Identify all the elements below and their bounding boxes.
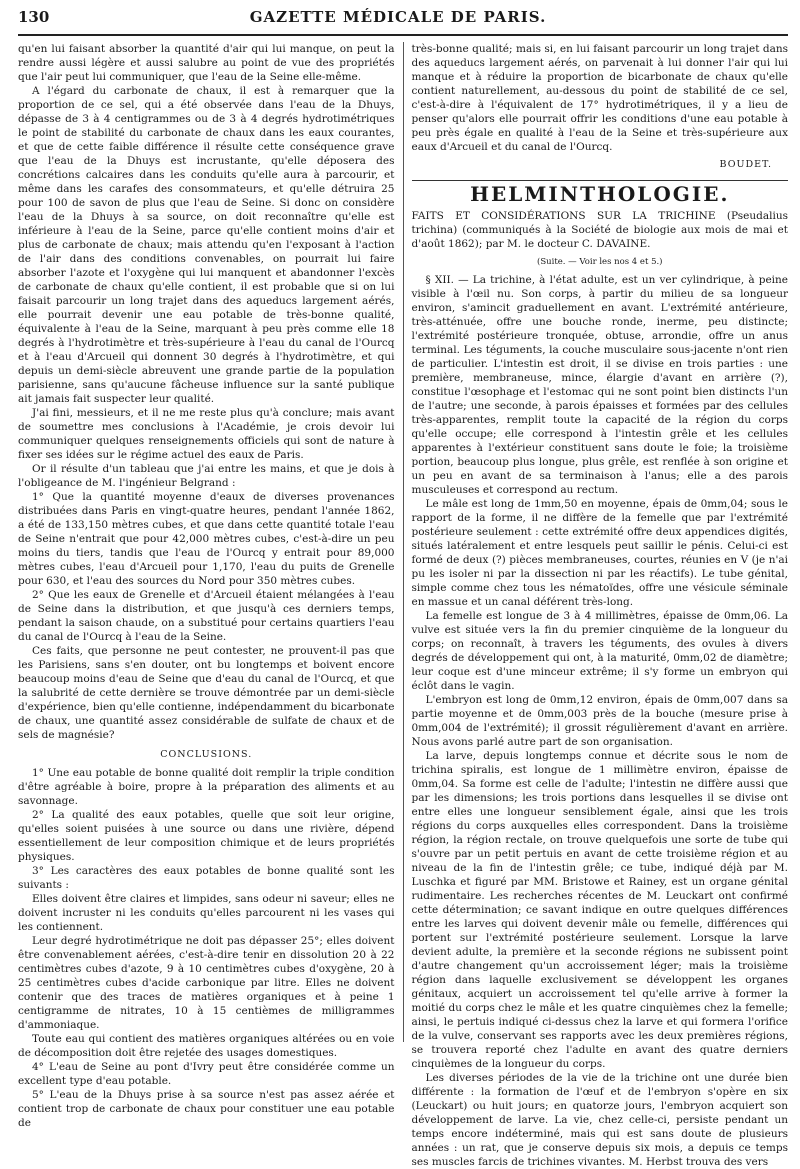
- conclusion-item: Toute eau qui contient des matières organiques altérées ou en voie de décomposition doit être rejetée des usages domestiques.: [18, 1033, 395, 1059]
- paragraph: Le mâle est long de 1mm,50 en moyenne, épais de 0mm,04; sous le rapport de la forme, il ne diffère de la femelle que par l'extrémité postérieure seulement : cette extrémité offre deux appendices digités, situés latéralement et entre lesquels peut saillir le pénis. Celui-ci est formé de deux (?) pièces membraneuses, courtes, réunies en V (je n'ai pu les isoler ni par la dissection ni par les réactifs). Le tube génital, simple comme chez tous les nématoïdes, offre une vésicule séminale en massue et un canal déférent très-long.: [411, 498, 788, 608]
- conclusion-item: 2° La qualité des eaux potables, quelle que soit leur origine, qu'elles soient puisées à une source ou dans une rivière, dépend essentiellement de leur composition chimique et de leurs propriétés physiques.: [18, 809, 395, 863]
- paragraph: très-bonne qualité; mais si, en lui faisant parcourir un long trajet dans des aqueducs largement aérés, on parvenait à lui donner l'air qui lui manque et à réduire la proportion de bicarbonate de chaux qu'elle contient naturellement, au-dessous du point de stabilité de ce sel, c'est-à-dire à l'équivalent de 17° hydrotimétriques, il y a lieu de penser qu'alors elle pourrait offrir les conditions d'une eau potable à peu près égale en qualité à l'eau de la Seine et très-supérieure aux eaux d'Arcueil et du canal de l'Ourcq.: [411, 43, 788, 153]
- author-signature: BOUDET.: [719, 159, 772, 170]
- two-column-body: [18, 42, 788, 1168]
- paragraph: Or il résulte d'un tableau que j'ai entre les mains, et que je dois à l'obligeance de M. l'ingénieur Belgrand :: [18, 463, 395, 489]
- article-title: FAITS ET CONSIDÉRATIONS SUR LA TRICHINE (Pseudalius trichina) (communiqués à la Société de biologie aux mois de mai et d'août 1862); par M. le docteur C. DAVAINE.: [411, 210, 788, 250]
- paragraph: § XII. — La trichine, à l'état adulte, est un ver cylindrique, à peine visible à l'œil nu. Son corps, à partir du milieu de sa longueur environ, s'amincit graduellement en avant. L'extrémité antérieure, très-atténuée, offre une bouche ronde, inerme, peu distincte; l'extrémité postérieure tronquée, obtuse, arrondie, offre un anus terminal. Les téguments, la couche musculaire sous-jacente n'ont rien de particulier. L'intestin est droit, il se divise en trois parties : une première, membraneuse, mince, élargie d'avant en arrière (?), constitue l'œsophage et l'estomac qui ne sont point bien distincts l'un de l'autre; une seconde, à parois épaisses et formées par des cellules très-apparentes, remplit toute la capacité de la région du corps qu'elle occupe; elle correspond à l'intestin grêle et les cellules apparentes à l'extérieur constituent sans doute le foie; la troisième portion, beaucoup plus longue, plus grêle, est renflée à son origine et un peu en avant de sa terminaison à l'anus; elle a des parois musculeuses et correspond au rectum.: [411, 274, 788, 496]
- conclusions-heading: CONCLUSIONS.: [160, 749, 253, 760]
- conclusion-item: Elles doivent être claires et limpides, sans odeur ni saveur; elles ne doivent incruster ni les conduits qu'elles parcourent ni les vases qui les contiennent.: [18, 893, 395, 933]
- conclusion-item: 4° L'eau de Seine au pont d'Ivry peut être considérée comme un excellent type d'eau potable.: [18, 1061, 395, 1087]
- paragraph: Les diverses périodes de la vie de la trichine ont une durée bien différente : la formation de l'œuf et de l'embryon s'opère en six (Leuckart) ou huit jours; en quatorze jours, l'embryon acquiert son développement de larve. La vie, chez celle-ci, persiste pendant un temps encore indéterminé, mais qui est sans doute de plusieurs années : un rat, que je conserve depuis six mois, a depuis ce temps ses muscles farcis de trichines vivantes. M. Herbst trouva des vers: [411, 1072, 788, 1168]
- conclusion-item: 3° Les caractères des eaux potables de bonne qualité sont les suivants :: [18, 865, 395, 891]
- conclusion-item: 1° Une eau potable de bonne qualité doit remplir la triple condition d'être agréable à boire, propre à la préparation des aliments et au savonnage.: [18, 767, 395, 807]
- paragraph: La femelle est longue de 3 à 4 millimètres, épaisse de 0mm,06. La vulve est située vers la fin du premier cinquième de la longueur du corps; on reconnaît, à travers les téguments, des ovules à divers degrés de développement qui ont, à la maturité, 0mm,02 de diamètre; leur coque est d'une minceur extrême; il s'y forme un embryon qui éclôt dans le vagin.: [411, 610, 788, 692]
- paragraph: A l'égard du carbonate de chaux, il est à remarquer que la proportion de ce sel, qui a été observée dans l'eau de la Dhuys, dépasse de 3 à 4 centigrammes ou de 3 à 4 degrés hydrotimétriques le point de stabilité du carbonate de chaux dans les eaux courantes, et que de cette faible différence il résulte cette conséquence grave que l'eau de la Dhuys est incrustante, qu'elle déposera des concrétions calcaires dans les conduits qu'elle aura à parcourir, et même dans les carafes des consommateurs, et qu'elle détruira 25 pour 100 de savon de plus que l'eau de Seine. Si donc on considère l'eau de la Dhuys à sa source, on doit reconnaître qu'elle est inférieure à l'eau de la Seine, parce qu'elle contient moins d'air et plus de carbonate de chaux; mais attendu qu'en l'exposant à l'action de l'air dans des conditions convenables, on pourrait lui faire absorber l'azote et l'oxygène qui lui manquent et abandonner l'excès de carbonate de chaux qu'elle contient, il est probable que si on lui faisait parcourir un long trajet dans des aqueducs largement aérés, elle pourrait devenir une eau potable de très-bonne qualité, équivalente à l'eau de la Seine, marquant à peu près comme elle 18 degrés à l'hydrotimètre et très-supérieure à l'eau du canal de l'Ourcq et à l'eau d'Arcueil qui donnent 30 degrés à l'hydrotimètre, et qui depuis un demi-siècle abreuvent une grande partie de la population parisienne, sans qu'aucune fâcheuse influence sur la santé publique ait jamais fait suspecter leur qualité.: [18, 85, 395, 405]
- journal-title: GAZETTE MÉDICALE DE PARIS.: [249, 8, 547, 26]
- continuation-note: (Suite. — Voir les nos 4 et 5.): [537, 257, 663, 267]
- conclusion-item: 5° L'eau de la Dhuys prise à sa source n'est pas assez aérée et contient trop de carbonate de chaux pour constituer une eau potable de: [18, 1089, 395, 1129]
- section-title: HELMINTHOLOGIE.: [470, 182, 730, 206]
- page-header: [18, 8, 788, 36]
- paragraph: L'embryon est long de 0mm,12 environ, épais de 0mm,007 dans sa partie moyenne et de 0mm,003 près de la bouche (mesure prise à 0mm,004 de l'extrémité); il grossit régulièrement d'avant en arrière. Nous avons parlé autre part de son organisation.: [411, 694, 788, 748]
- left-column: [18, 42, 404, 1129]
- conclusion-item: Leur degré hydrotimétrique ne doit pas dépasser 25°; elles doivent être convenablement aérées, c'est-à-dire tenir en dissolution 20 à 22 centimètres cubes d'azote, 9 à 10 centimètres cubes d'oxygène, 20 à 25 centimètres cubes d'acide carbonique par litre. Elles ne doivent contenir que des traces de matières organiques et à peine 1 centigramme de nitrates, 10 à 15 centièmes de milligrammes d'ammoniaque.: [18, 935, 395, 1031]
- right-column: [404, 42, 789, 1168]
- paragraph: Ces faits, que personne ne peut contester, ne prouvent-il pas que les Parisiens, sans s'en douter, ont bu longtemps et boivent encore beaucoup moins d'eau de Seine que d'eau du canal de l'Ourcq, et que la salubrité de cette dernière se trouve démontrée par un demi-siècle d'expérience, bien qu'elle contienne, indépendamment du bicarbonate de chaux, une quantité assez considérable de sulfate de chaux et de sels de magnésie?: [18, 645, 395, 741]
- paragraph: 2° Que les eaux de Grenelle et d'Arcueil étaient mélangées à l'eau de Seine dans la distribution, et que jusqu'à ces derniers temps, pendant la saison chaude, on a substitué pour certains quartiers l'eau du canal de l'Ourcq à l'eau de la Seine.: [18, 589, 395, 643]
- newspaper-page: [18, 8, 788, 1168]
- paragraph: qu'en lui faisant absorber la quantité d'air qui lui manque, on peut la rendre aussi légère et aussi salubre au point de vue des propriétés que l'air peut lui communiquer, que l'eau de la Seine elle-même.: [18, 43, 395, 83]
- paragraph: La larve, depuis longtemps connue et décrite sous le nom de trichina spiralis, est longue de 1 millimètre environ, épaisse de 0mm,04. Sa forme est celle de l'adulte; l'intestin ne diffère aussi que par les dimensions; les trois portions dans lesquelles il se divise ont entre elles une longueur sensiblement égale, ainsi que les trois régions du corps auxquelles elles correspondent. Dans la troisième région, la région rectale, on trouve quelquefois une sorte de tube qui s'ouvre par un petit pertuis en avant de cette troisième région et au niveau de la fin de l'intestin grêle; ce tube, indiqué déjà par M. Luschka et figuré par MM. Bristowe et Rainey, est un organe génital rudimentaire. Les recherches récentes de M. Leuckart ont confirmé cette détermination; ce savant indique en outre quelques différences entre les larves qui doivent devenir mâle ou femelle, différences qui portent sur l'extrémité postérieure seulement. Lorsque la larve devient adulte, la première et la seconde régions ne subissent point d'autre changement qu'un accroissement léger; mais la troisième région dans laquelle exclusivement se développent les organes génitaux, acquiert un accroissement tel qu'elle arrive à former la moitié du corps chez le mâle et les quatre cinquièmes chez la femelle; ainsi, le pertuis indiqué ci-dessus chez la larve et qui formera l'orifice de la vulve, conservant ses rapports avec les deux premières régions, se trouvera reporté chez l'adulte en avant des quatre derniers cinquièmes de la longueur du corps.: [411, 750, 788, 1070]
- paragraph: 1° Que la quantité moyenne d'eaux de diverses provenances distribuées dans Paris en vingt-quatre heures, pendant l'année 1862, a été de 133,150 mètres cubes, et que dans cette quantité totale l'eau de Seine n'entrait que pour 42,000 mètres cubes, c'est-à-dire un peu moins du tiers, tandis que l'eau de l'Ourcq y entrait pour 89,000 mètres cubes, l'eau d'Arcueil pour 1,170, l'eau du puits de Grenelle pour 630, et l'eau des sources du Nord pour 350 mètres cubes.: [18, 491, 395, 587]
- divider: [412, 180, 789, 181]
- paragraph: J'ai fini, messieurs, et il ne me reste plus qu'à conclure; mais avant de soumettre mes conclusions à l'Académie, je crois devoir lui communiquer quelques renseignements officiels qui sont de nature à fixer ses idées sur le régime actuel des eaux de Paris.: [18, 407, 395, 461]
- page-number: 130: [18, 8, 50, 26]
